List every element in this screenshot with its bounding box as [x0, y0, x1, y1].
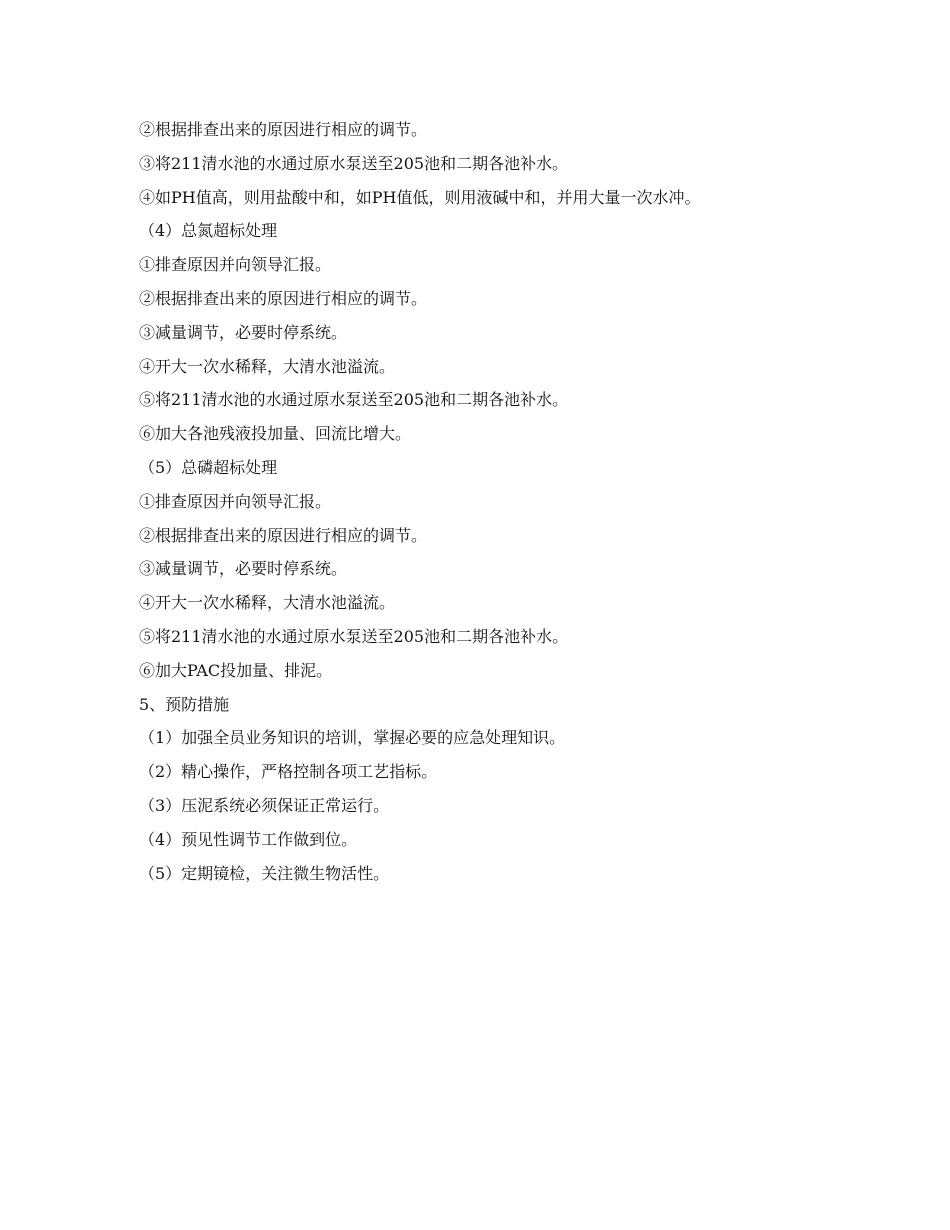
text-line: ⑥加大各池残液投加量、回流比增大。	[139, 424, 412, 444]
text-line: （2）精心操作，严格控制各项工艺指标。	[139, 762, 438, 782]
text-line: ③减量调节，必要时停系统。	[139, 322, 348, 342]
text-line: ①排查原因并向领导汇报。	[139, 255, 332, 275]
text-line: ①排查原因并向领导汇报。	[139, 491, 332, 511]
text-line: ④开大一次水稀释，大清水池溢流。	[139, 593, 396, 613]
text-line: ②根据排查出来的原因进行相应的调节。	[139, 120, 428, 139]
text-line: ③减量调节，必要时停系统。	[139, 559, 348, 579]
text-line: （4）预见性调节工作做到位。	[139, 829, 358, 849]
text-line: ⑤将211清水池的水通过原水泵送至205池和二期各池补水。	[139, 626, 569, 646]
text-line: ⑤将211清水池的水通过原水泵送至205池和二期各池补水。	[139, 390, 569, 410]
text-line: ④开大一次水稀释，大清水池溢流。	[139, 356, 396, 376]
section-heading: （5）总磷超标处理	[139, 457, 278, 477]
text-line: （3）压泥系统必须保证正常运行。	[139, 795, 390, 815]
text-line: ②根据排查出来的原因进行相应的调节。	[139, 288, 428, 308]
text-line: ⑥加大PAC投加量、排泥。	[139, 660, 333, 680]
text-line: （1）加强全员业务知识的培训，掌握必要的应急处理知识。	[139, 728, 566, 748]
section-heading: 5、预防措施	[139, 694, 230, 714]
text-line: ④如PH值高，则用盐酸中和，如PH值低，则用液碱中和，并用大量一次水冲。	[139, 187, 701, 207]
text-line: ③将211清水池的水通过原水泵送至205池和二期各池补水。	[139, 153, 569, 173]
text-line: ②根据排查出来的原因进行相应的调节。	[139, 525, 428, 545]
section-heading: （4）总氮超标处理	[139, 221, 278, 241]
document-body	[139, 117, 819, 894]
text-line: （5）定期镜检，关注微生物活性。	[139, 863, 390, 883]
